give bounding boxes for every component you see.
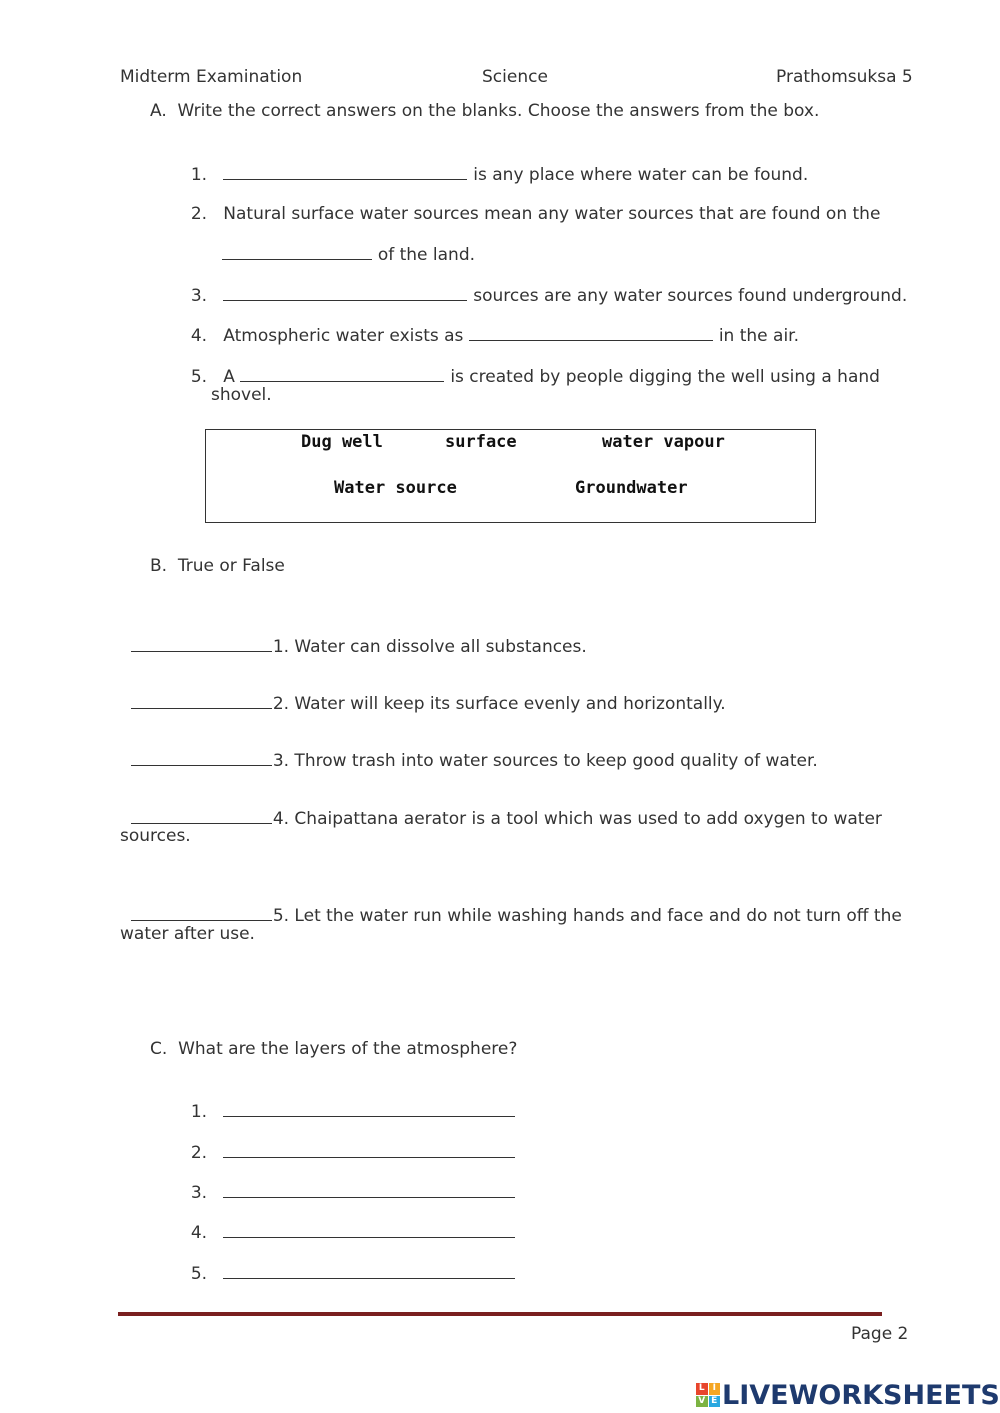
logo-text: LIVEWORKSHEETS <box>722 1379 1000 1411</box>
a-q5-pre: A <box>223 367 235 387</box>
b-item-5-blank[interactable] <box>131 904 272 921</box>
b-item-5 <box>120 882 902 927</box>
c-item-5-blank[interactable] <box>223 1262 515 1279</box>
a-q2-line2 <box>211 221 475 266</box>
word-groundwater: Groundwater <box>575 478 688 498</box>
footer-rule <box>118 1312 882 1316</box>
section-c-heading: C. What are the layers of the atmosphere? <box>150 1039 518 1059</box>
c-item-1-num: 1. <box>190 1102 208 1122</box>
a-q2-text1: Natural surface water sources mean any water sources that are found on the <box>223 204 881 224</box>
a-q3 <box>180 262 907 307</box>
c-item-1-blank[interactable] <box>223 1100 515 1117</box>
c-item-4-num: 4. <box>190 1223 208 1243</box>
a-q4-num: 4. <box>190 326 208 346</box>
header-center: Science <box>482 67 548 87</box>
logo-letter-l: L <box>696 1383 708 1395</box>
a-q4-post: in the air. <box>718 326 800 346</box>
a-q3-num: 3. <box>190 286 208 306</box>
c-item-3-blank[interactable] <box>223 1181 515 1198</box>
liveworksheets-logo[interactable] <box>696 1378 1000 1412</box>
a-q4-blank[interactable] <box>469 324 713 341</box>
a-q1-num: 1. <box>190 165 208 185</box>
a-q4 <box>180 302 799 347</box>
c-item-2-num: 2. <box>190 1143 208 1163</box>
a-q5-blank[interactable] <box>240 365 444 382</box>
a-q2-num: 2. <box>190 204 208 224</box>
b-item-2 <box>120 670 726 715</box>
b-item-4-blank[interactable] <box>131 807 272 824</box>
a-q2-blank[interactable] <box>222 243 372 260</box>
a-q1-text: is any place where water can be found. <box>473 165 809 185</box>
header-left: Midterm Examination <box>120 67 303 87</box>
b-item-3-text: 3. Throw trash into water sources to keep good quality of water. <box>272 751 818 771</box>
c-item-2 <box>180 1119 521 1164</box>
a-q3-blank[interactable] <box>223 284 467 301</box>
logo-letter-v: V <box>696 1396 708 1408</box>
b-item-3-blank[interactable] <box>131 749 272 766</box>
c-item-5 <box>180 1240 521 1285</box>
logo-grid-icon <box>696 1383 720 1407</box>
b-item-1-text: 1. Water can dissolve all substances. <box>272 637 587 657</box>
b-item-1 <box>120 613 587 658</box>
word-water-vapour: water vapour <box>602 432 725 452</box>
a-q5-post: is created by people digging the well using a hand <box>450 367 880 387</box>
a-q2 <box>180 181 880 225</box>
c-item-5-num: 5. <box>190 1264 208 1284</box>
b-item-3 <box>120 727 818 772</box>
a-q5-cont: shovel. <box>211 385 272 405</box>
c-item-4-blank[interactable] <box>223 1221 515 1238</box>
header-right: Prathomsuksa 5 <box>776 67 913 87</box>
c-item-2-blank[interactable] <box>223 1141 515 1158</box>
section-b-heading: B. True or False <box>150 556 285 576</box>
b-item-4-cont: sources. <box>120 826 191 846</box>
logo-letter-i: I <box>709 1383 721 1395</box>
word-water-source: Water source <box>334 478 457 498</box>
b-item-4-text: 4. Chaipattana aerator is a tool which was used to add oxygen to water <box>272 809 882 829</box>
c-item-3-num: 3. <box>190 1183 208 1203</box>
a-q1-blank[interactable] <box>223 163 467 180</box>
b-item-5-cont: water after use. <box>120 924 255 944</box>
c-item-4 <box>180 1199 521 1244</box>
word-surface: surface <box>445 432 517 452</box>
word-dug-well: Dug well <box>301 432 383 452</box>
a-q5-num: 5. <box>190 367 208 387</box>
b-item-2-blank[interactable] <box>131 692 272 709</box>
a-q4-pre: Atmospheric water exists as <box>223 326 464 346</box>
section-a-heading: A. Write the correct answers on the blanks. Choose the answers from the box. <box>150 101 820 121</box>
c-item-1 <box>180 1078 521 1123</box>
b-item-2-text: 2. Water will keep its surface evenly and horizontally. <box>272 694 726 714</box>
c-item-3 <box>180 1159 521 1204</box>
a-q1 <box>180 141 808 186</box>
b-item-4 <box>120 785 882 830</box>
a-q5 <box>180 343 880 388</box>
b-item-5-text: 5. Let the water run while washing hands and face and do not turn off the <box>272 906 902 926</box>
logo-letter-e: E <box>709 1396 721 1408</box>
page-number: Page 2 <box>851 1324 909 1344</box>
b-item-1-blank[interactable] <box>131 635 272 652</box>
a-q2-text2: of the land. <box>377 245 476 265</box>
a-q3-text: sources are any water sources found underground. <box>473 286 908 306</box>
